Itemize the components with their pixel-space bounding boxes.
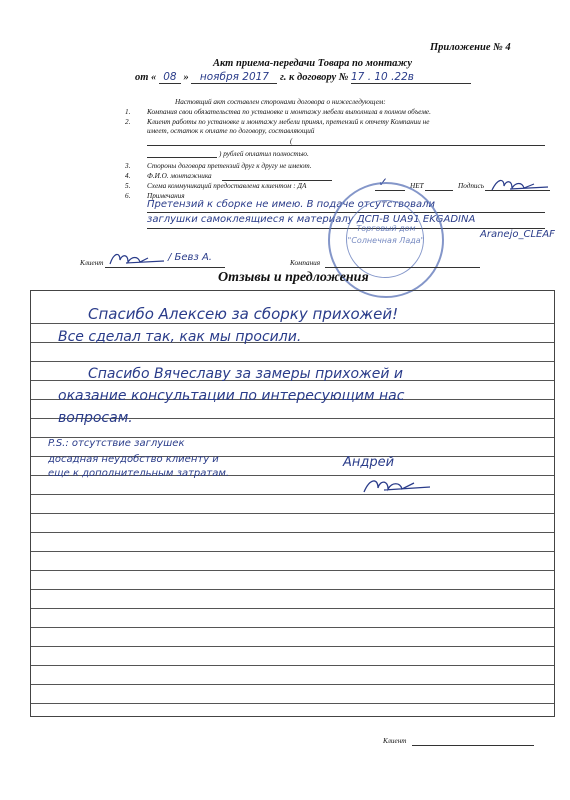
date-mid: »: [183, 72, 189, 83]
date-line: [135, 71, 471, 84]
ruled-line: [31, 551, 554, 552]
ruled-line: [31, 589, 554, 590]
feedback-line-3: Спасибо Вячеславу за замеры прихожей и: [88, 366, 403, 382]
ruled-line: [31, 323, 554, 324]
feedback-line-1: Спасибо Алексею за сборку прихожей!: [88, 305, 399, 323]
company-sign-line: [325, 267, 480, 268]
notes-handwriting-1: Претензий к сборке не имею. В подаче отсутствовали: [147, 199, 435, 210]
item-3-num: 3.: [125, 162, 131, 170]
act-title: Акт приема-передачи Товара по монтажу: [213, 58, 413, 69]
ruled-line: [31, 361, 554, 362]
item-4-text: Ф.И.О. монтажника: [147, 172, 212, 180]
feedback-signature: [362, 474, 432, 496]
ruled-line: [31, 532, 554, 533]
item-1-num: 1.: [125, 108, 131, 116]
feedback-area: [30, 290, 555, 717]
intro-text: Настоящий акт составлен сторонами договора о нижеследующем:: [175, 98, 386, 106]
ruled-line: [31, 703, 554, 704]
notes-handwriting-2: заглушки самоклеящиеся к материалу ДСП-В UA91 EKGADINA: [147, 214, 476, 225]
ruled-line: [31, 627, 554, 628]
no-line: [425, 190, 453, 191]
notes-handwriting-3: Aranejo_CLEAF: [480, 229, 555, 240]
client-name: / Бевз А.: [168, 252, 212, 263]
item-6-text: Примечания: [147, 192, 185, 200]
item-2-num: 2.: [125, 118, 131, 126]
item-5-text: Схема коммуникаций предоставлена клиентом : ДА: [147, 182, 307, 190]
installer-signature: [490, 176, 550, 194]
date-day: 08: [159, 71, 181, 84]
amount-paren: (: [290, 137, 293, 145]
date-prefix: от «: [135, 72, 157, 83]
client-label: Клиент: [80, 259, 104, 267]
appendix-label: Приложение № 4: [430, 42, 511, 53]
ruled-line: [31, 608, 554, 609]
stamp-line-1: Торговый дом: [356, 224, 416, 233]
ruled-line: [31, 684, 554, 685]
company-label: Компания: [290, 259, 321, 267]
ruled-line: [31, 665, 554, 666]
feedback-line-5: вопросам.: [58, 410, 133, 426]
no-label: НЕТ: [410, 182, 424, 190]
installer-name-line: [222, 180, 332, 181]
signature-label: Подпись: [458, 182, 484, 190]
amount-line: [147, 145, 545, 146]
feedback-signer: Андрей: [343, 455, 395, 470]
item-3-text: Стороны договора претензий друг к другу не имеют.: [147, 162, 312, 170]
item-2-text: Клиент работы по установке и монтажу мебели принял, претензий к отчету Компании не: [147, 118, 430, 126]
client-signature: [108, 250, 166, 268]
feedback-title: Отзывы и предложения: [218, 270, 369, 285]
feedback-line-2: Все сделал так, как мы просили.: [58, 329, 302, 345]
date-suffix: г. к договору №: [280, 72, 349, 83]
contract-number: 17 . 10 .22в: [351, 71, 471, 84]
stamp-line-2: "Солнечная Лада": [347, 236, 425, 245]
item-2-text-cont: имеет, остаток к оплате по договору, составляющий: [147, 127, 315, 135]
amount-line-2: [147, 157, 217, 158]
ruled-line: [31, 570, 554, 571]
yes-checkmark: ✓: [378, 175, 389, 189]
ruled-line: [31, 646, 554, 647]
feedback-line-7: досадная неудобство клиенту и: [48, 454, 219, 465]
item-5-num: 5.: [125, 182, 131, 190]
feedback-line-8: еще к дополнительным затратам.: [48, 468, 230, 479]
feedback-line-6: P.S.: отсутствие заглушек: [48, 438, 185, 449]
date-month: ноября 2017: [191, 71, 277, 84]
ruled-line: [31, 513, 554, 514]
feedback-line-4: оказание консультации по интересующим нас: [58, 388, 405, 404]
bottom-client-label: Клиент: [383, 737, 407, 745]
ruled-line: [31, 494, 554, 495]
item-1-text: Компания свои обязательства по установке и монтажу мебели выполнила в полном объеме.: [147, 108, 431, 116]
item-6-num: 6.: [125, 192, 131, 200]
item-2-paid: ) рублей оплатил полностью.: [219, 150, 309, 158]
bottom-client-line: [412, 745, 534, 746]
item-4-num: 4.: [125, 172, 131, 180]
